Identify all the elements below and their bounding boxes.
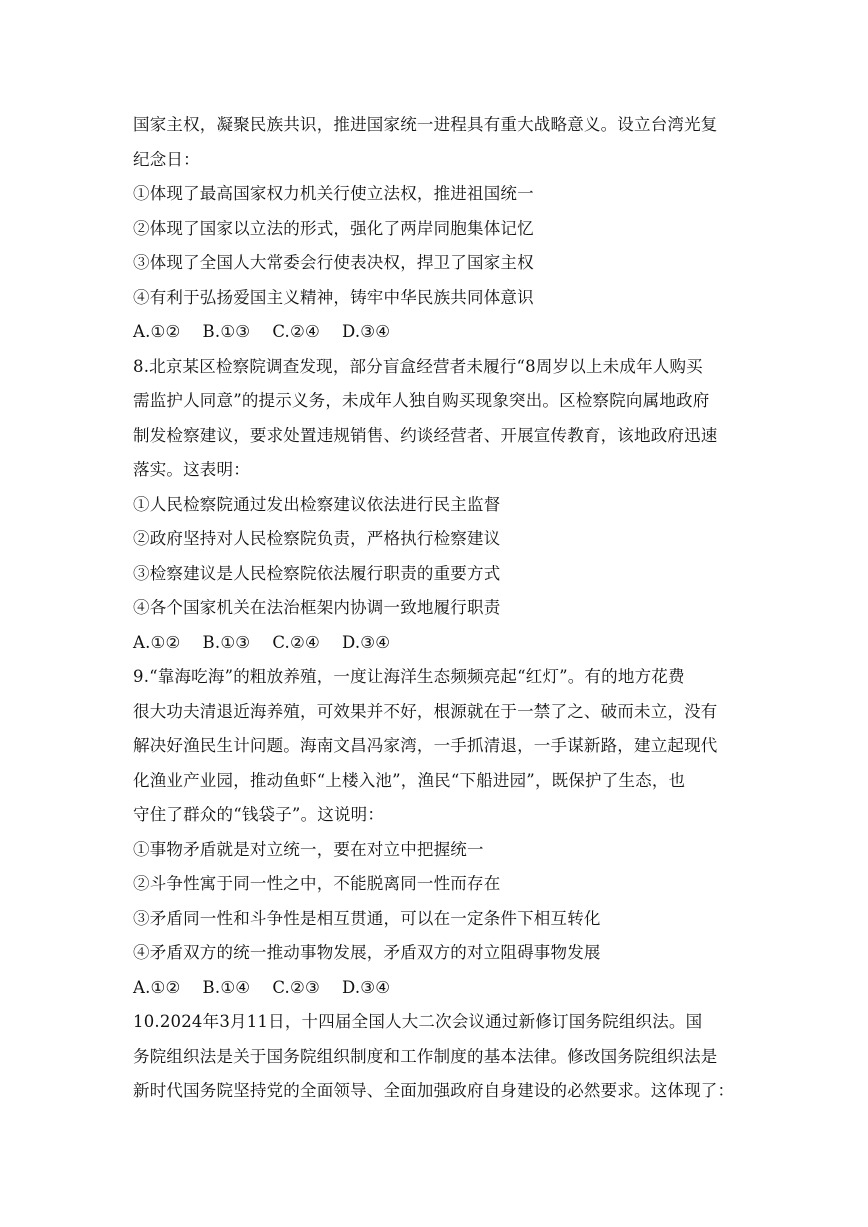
statement-2: ②斗争性寓于同一性之中，不能脱离同一性而存在: [133, 874, 501, 893]
option-c: C.②④: [272, 322, 320, 341]
statement-3: ③矛盾同一性和斗争性是相互贯通，可以在一定条件下相互转化: [133, 908, 601, 928]
statement-2: ②政府坚持对人民检察院负责，严格执行检察建议: [133, 529, 501, 548]
question-stem-line: 纪念日：: [133, 149, 200, 169]
option-c: C.②③: [272, 977, 320, 997]
statement-3: ③体现了全国人大常委会行使表决权，捍卫了国家主权: [133, 253, 534, 272]
question-8: [133, 350, 743, 661]
statement-4: ④矛盾双方的统一推动事物发展，矛盾双方的对立阻碍事物发展: [133, 943, 601, 962]
option-d: D.③④: [341, 322, 391, 341]
statement-1: ①事物矛盾就是对立统一，要在对立中把握统一: [133, 839, 484, 859]
question-stem-line: 8.北京某区检察院调查发现，部分盲盒经营者未履行“8周岁以上未成年人购买: [133, 356, 703, 376]
question-stem-line: 守住了群众的“钱袋子”。这说明：: [133, 805, 385, 824]
option-a: A.①②: [133, 632, 181, 652]
option-a: A.①②: [133, 322, 181, 341]
question-stem-line: 需监护人同意”的提示义务，未成年人独自购买现象突出。区检察院向属地政府: [133, 391, 710, 410]
question-stem-line: 解决好渔民生计问题。海南文昌冯家湾，一手抓清退，一手谋新路，建立起现代: [133, 736, 718, 755]
question-stem-line: 10.2024年3月11日，十四届全国人大二次会议通过新修订国务院组织法。国: [133, 1012, 703, 1031]
question-10: [133, 1005, 743, 1109]
option-c: C.②④: [272, 632, 320, 652]
statement-2: ②体现了国家以立法的形式，强化了两岸同胞集体记忆: [133, 218, 534, 238]
option-b: B.①④: [202, 977, 251, 997]
statement-4: ④各个国家机关在法治框架内协调一致地履行职责: [133, 598, 501, 617]
question-9: [133, 660, 743, 1005]
statement-4: ④有利于弘扬爱国主义精神，铸牢中华民族共同体意识: [133, 287, 534, 307]
statement-3: ③检察建议是人民检察院依法履行职责的重要方式: [133, 563, 501, 583]
option-d: D.③④: [341, 977, 391, 997]
statement-1: ①人民检察院通过发出检察建议依法进行民主监督: [133, 494, 501, 514]
question-stem-line: 落实。这表明：: [133, 460, 250, 479]
question-stem-line: 很大功夫清退近海养殖，可效果并不好，根源就在于一禁了之、破而未立，没有: [133, 701, 718, 721]
answer-options: [133, 971, 743, 1006]
option-b: B.①③: [202, 632, 251, 652]
question-stem-line: 制发检察建议，要求处置违规销售、约谈经营者、开展宣传教育，该地政府迅速: [133, 425, 718, 445]
answer-options: [133, 626, 743, 661]
question-stem-line: 务院组织法是关于国务院组织制度和工作制度的基本法律。修改国务院组织法是: [133, 1046, 718, 1066]
option-d: D.③④: [341, 632, 391, 652]
question-stem-line: 9.“靠海吃海”的粗放养殖，一度让海洋生态频频亮起“红灯”。有的地方花费: [133, 667, 685, 686]
statement-1: ①体现了最高国家权力机关行使立法权，推进祖国统一: [133, 184, 534, 203]
answer-options: [133, 315, 743, 350]
question-7: [133, 108, 743, 350]
question-stem-line: 国家主权，凝聚民族共识，推进国家统一进程具有重大战略意义。设立台湾光复: [133, 115, 718, 134]
question-stem-line: 新时代国务院坚持党的全面领导、全面加强政府自身建设的必然要求。这体现了：: [133, 1081, 735, 1100]
option-b: B.①③: [202, 322, 251, 341]
exam-page: [133, 108, 743, 1109]
option-a: A.①②: [133, 977, 181, 997]
question-stem-line: 化渔业产业园，推动鱼虾“上楼入池”，渔民“下船进园”，既保护了生态，也: [133, 770, 686, 790]
